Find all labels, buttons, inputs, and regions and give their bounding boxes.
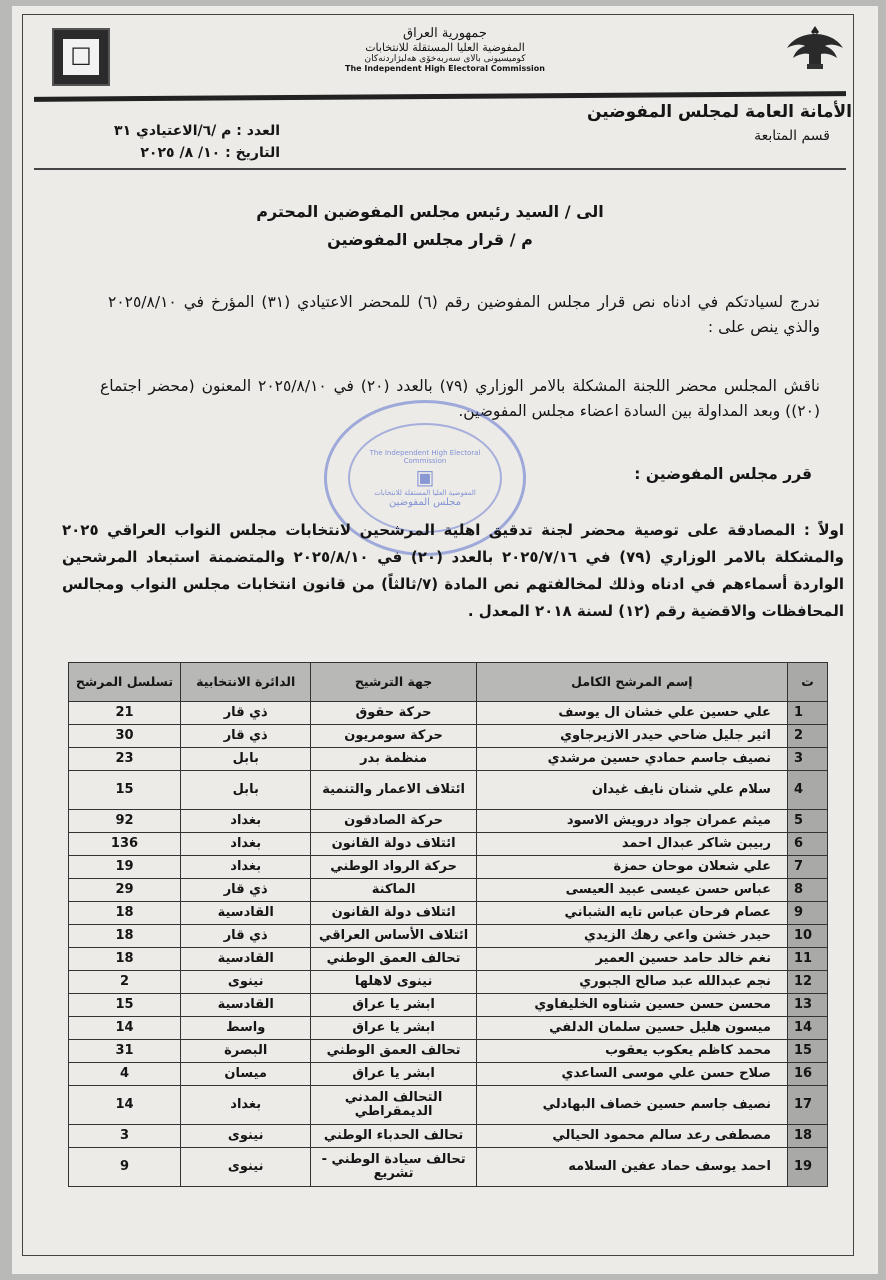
department-name: قسم المتابعة	[754, 128, 830, 144]
cell-name: ربيبن شاكر عبدال احمد	[476, 833, 787, 856]
cell-district: بغداد	[181, 810, 311, 833]
country-name: جمهورية العراق	[403, 26, 487, 41]
cell-num: 19	[787, 1148, 827, 1187]
cell-entity: تحالف العمق الوطني	[311, 1040, 476, 1063]
cell-seq: 2	[69, 971, 181, 994]
table-row	[69, 725, 828, 748]
cell-entity: حركة حقوق	[311, 702, 476, 725]
cell-num: 9	[787, 902, 827, 925]
secretariat-title: الأمانة العامة لمجلس المفوضين	[586, 102, 852, 122]
cell-entity: حركة سومريون	[311, 725, 476, 748]
eagle-icon	[785, 22, 845, 72]
table-row	[69, 1148, 828, 1187]
cell-district: ذي قار	[181, 925, 311, 948]
table-row	[69, 1063, 828, 1086]
reference-number: العدد : م /٦/الاعتيادي ٣١	[114, 123, 280, 139]
table-row	[69, 1086, 828, 1125]
header-name: إسم المرشح الكامل	[476, 663, 787, 702]
cell-num: 8	[787, 879, 827, 902]
cell-district: ذي قار	[181, 879, 311, 902]
cell-name: عباس حسن عيسى عبيد العيسى	[476, 879, 787, 902]
table-row	[69, 971, 828, 994]
cell-seq: 23	[69, 748, 181, 771]
cell-seq: 18	[69, 925, 181, 948]
subject-line: م / قرار مجلس المفوضين	[327, 230, 533, 249]
cell-entity: ابشر يا عراق	[311, 1017, 476, 1040]
cell-district: نينوى	[181, 1148, 311, 1187]
cell-name: نغم خالد حامد حسين العمير	[476, 948, 787, 971]
cell-seq: 15	[69, 994, 181, 1017]
commission-logo	[52, 28, 110, 86]
table-row	[69, 925, 828, 948]
excluded-candidates-table	[68, 662, 828, 1187]
cell-entity: تحالف سيادة الوطني - تشريع	[311, 1148, 476, 1187]
cell-seq: 14	[69, 1017, 181, 1040]
header-district: الدائرة الانتخابية	[181, 663, 311, 702]
cell-seq: 21	[69, 702, 181, 725]
table-row	[69, 902, 828, 925]
commission-name-arabic: المفوضية العليا المستقلة للانتخابات	[365, 41, 525, 54]
iraq-eagle-emblem	[784, 22, 846, 72]
cell-district: القادسية	[181, 948, 311, 971]
addressee: الى / السيد رئيس مجلس المفوضين المحترم	[256, 202, 604, 221]
table-row	[69, 1040, 828, 1063]
table-row	[69, 994, 828, 1017]
table-row	[69, 748, 828, 771]
cell-district: بغداد	[181, 833, 311, 856]
cell-num: 15	[787, 1040, 827, 1063]
cell-name: سلام علي شنان نايف غيدان	[476, 771, 787, 810]
cell-num: 13	[787, 994, 827, 1017]
cell-name: محمد كاظم يعكوب يعقوب	[476, 1040, 787, 1063]
cell-name: ميثم عمران جواد درويش الاسود	[476, 810, 787, 833]
cell-num: 4	[787, 771, 827, 810]
cell-district: ميسان	[181, 1063, 311, 1086]
cell-name: ميسون هليل حسين سلمان الدلفي	[476, 1017, 787, 1040]
cell-district: بغداد	[181, 1086, 311, 1125]
cell-entity: تحالف الحدباء الوطني	[311, 1125, 476, 1148]
cell-district: القادسية	[181, 994, 311, 1017]
table-header-row	[69, 663, 828, 702]
cell-num: 7	[787, 856, 827, 879]
cell-name: محسن حسن حسين شناوه الخليفاوي	[476, 994, 787, 1017]
cell-name: حيدر خشن واعي رهك الزيدي	[476, 925, 787, 948]
cell-district: بغداد	[181, 856, 311, 879]
table-row	[69, 1017, 828, 1040]
reference-block	[110, 120, 280, 164]
cell-seq: 31	[69, 1040, 181, 1063]
cell-name: صلاح حسن علي موسى الساعدي	[476, 1063, 787, 1086]
cell-name: علي شعلان موحان حمزة	[476, 856, 787, 879]
cell-num: 1	[787, 702, 827, 725]
cell-num: 12	[787, 971, 827, 994]
cell-district: بابل	[181, 771, 311, 810]
subheader-divider	[34, 168, 846, 170]
cell-seq: 3	[69, 1125, 181, 1148]
cell-entity: ابشر يا عراق	[311, 994, 476, 1017]
commission-name-english: The Independent High Electoral Commission	[345, 64, 545, 73]
cell-entity: التحالف المدني الديمقراطي	[311, 1086, 476, 1125]
table-row	[69, 1125, 828, 1148]
cell-seq: 19	[69, 856, 181, 879]
table-row	[69, 810, 828, 833]
cell-district: واسط	[181, 1017, 311, 1040]
cell-district: البصرة	[181, 1040, 311, 1063]
cell-seq: 15	[69, 771, 181, 810]
cell-entity: تحالف العمق الوطني	[311, 948, 476, 971]
reference-date: التاريخ : ١٠/ ٨/ ٢٠٢٥	[140, 145, 280, 161]
cell-seq: 30	[69, 725, 181, 748]
cell-entity: حركة الصادقون	[311, 810, 476, 833]
cell-seq: 18	[69, 948, 181, 971]
cell-seq: 136	[69, 833, 181, 856]
commission-name-kurdish: كوميسيونى بالاى سەربەخۆى هەلبژاردنەكان	[364, 54, 526, 64]
table-row	[69, 771, 828, 810]
cell-name: احمد يوسف حماد عفين السلامه	[476, 1148, 787, 1187]
stamp-arabic-text: المفوضية العليا المستقلة للانتخابات	[374, 488, 476, 497]
cell-seq: 14	[69, 1086, 181, 1125]
cell-name: نصيف جاسم حسين خصاف البهادلي	[476, 1086, 787, 1125]
table-row	[69, 856, 828, 879]
stamp-seal-icon: ▣	[415, 464, 435, 489]
header-entity: جهة الترشيح	[311, 663, 476, 702]
commission-header	[345, 26, 545, 73]
header-seq: تسلسل المرشح	[69, 663, 181, 702]
stamp-english-text: The Independent High Electoral Commission	[369, 448, 481, 465]
cell-num: 11	[787, 948, 827, 971]
cell-district: ذي قار	[181, 702, 311, 725]
table-row	[69, 948, 828, 971]
decision-heading: قرر مجلس المفوضين :	[634, 465, 812, 483]
cell-district: ذي قار	[181, 725, 311, 748]
cell-district: نينوى	[181, 1125, 311, 1148]
stamp-council-text: مجلس المفوضين	[388, 496, 461, 508]
cell-district: بابل	[181, 748, 311, 771]
cell-name: مصطفى رعد سالم محمود الحيالي	[476, 1125, 787, 1148]
cell-entity: ائتلاف دولة القانون	[311, 833, 476, 856]
cell-seq: 9	[69, 1148, 181, 1187]
cell-entity: نينوى لاهلها	[311, 971, 476, 994]
cell-entity: منظمة بدر	[311, 748, 476, 771]
cell-name: عصام فرحان عباس تايه الشباني	[476, 902, 787, 925]
cell-num: 18	[787, 1125, 827, 1148]
secretariat-block	[587, 102, 852, 144]
table-body	[69, 702, 828, 1187]
cell-seq: 29	[69, 879, 181, 902]
cell-name: نصيف جاسم حمادي حسين مرشدي	[476, 748, 787, 771]
cell-entity: حركة الرواد الوطني	[311, 856, 476, 879]
table-row	[69, 833, 828, 856]
cell-entity: ائتلاف دولة القانون	[311, 902, 476, 925]
decision-first-paragraph: اولاً : المصادقة على توصية محضر لجنة تدقيق اهلية المرشحين لانتخابات مجلس النواب العراقي ٢٠٢٥ والمشكلة بالامر الوزاري (٧٩) في ٢٠٢٥/٧/١٦ بالعدد (٢٠) في ٢٠٢٥/٨/١٠ والمتضمنة استبعاد المرشحين الواردة أسماءهم في ادناه وذلك لمخالفتهم نص المادة (٧/ثالثاً) من قانون انتخابات مجلس النواب ومجالس المحافظات والاقضية رقم (١٢) لسنة ٢٠١٨ المعدل .	[62, 521, 845, 620]
cell-name: اثير جليل ضاحي حيدر الازيرجاوي	[476, 725, 787, 748]
cell-num: 17	[787, 1086, 827, 1125]
table-row	[69, 879, 828, 902]
cell-num: 16	[787, 1063, 827, 1086]
intro-paragraph: ندرج لسيادتكم في ادناه نص قرار مجلس المفوضين رقم (٦) للمحضر الاعتيادي (٣١) المؤرخ في ٢٠٢٥/٨/١٠ والذي ينص على :	[108, 293, 820, 336]
cell-seq: 18	[69, 902, 181, 925]
discussion-paragraph: ناقش المجلس محضر اللجنة المشكلة بالامر الوزاري (٧٩) بالعدد (٢٠) في ٢٠٢٥/٨/١٠ المعنون (محضر اجتماع (٢٠)) وبعد المداولة بين السادة اعضاء مجلس المفوضين.	[100, 377, 820, 420]
cell-seq: 4	[69, 1063, 181, 1086]
header-num: ت	[787, 663, 827, 702]
cell-num: 6	[787, 833, 827, 856]
cell-entity: الماكنة	[311, 879, 476, 902]
ballot-icon: ☐	[63, 39, 99, 75]
cell-num: 10	[787, 925, 827, 948]
cell-entity: ائتلاف الأساس العراقي	[311, 925, 476, 948]
cell-district: نينوى	[181, 971, 311, 994]
cell-name: علي حسين علي خشان ال يوسف	[476, 702, 787, 725]
cell-entity: ائتلاف الاعمار والتنمية	[311, 771, 476, 810]
cell-seq: 92	[69, 810, 181, 833]
cell-num: 14	[787, 1017, 827, 1040]
cell-num: 5	[787, 810, 827, 833]
cell-district: القادسية	[181, 902, 311, 925]
cell-entity: ابشر يا عراق	[311, 1063, 476, 1086]
cell-num: 3	[787, 748, 827, 771]
cell-name: نجم عبدالله عبد صالح الجبوري	[476, 971, 787, 994]
table-row	[69, 702, 828, 725]
cell-num: 2	[787, 725, 827, 748]
